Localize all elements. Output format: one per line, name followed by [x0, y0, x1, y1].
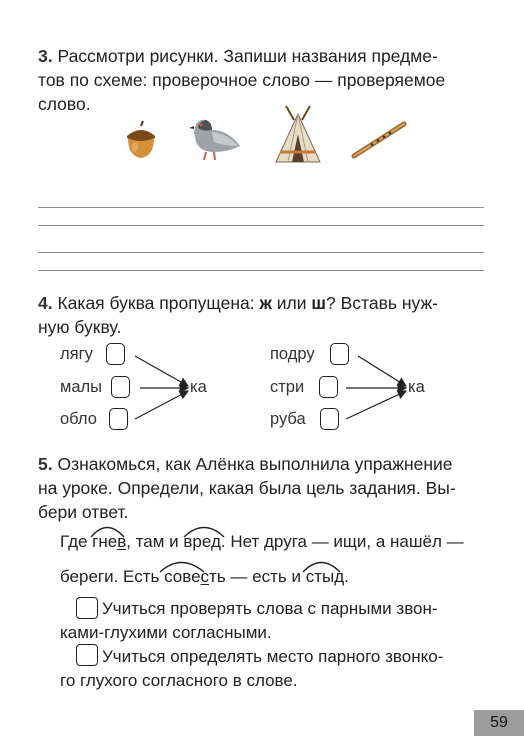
root-arc	[303, 563, 340, 573]
sentence-text: . Нет друга — ищи, а нашёл —	[220, 532, 464, 551]
task-5-number: 5.	[38, 454, 53, 474]
task-3-line-3: слово.	[38, 94, 91, 114]
word-root: гне	[92, 532, 118, 551]
task-4-number: 4.	[38, 293, 53, 313]
word-root: вре	[183, 532, 211, 551]
word-podru: подру	[270, 345, 315, 363]
underlined-letter: д	[334, 567, 345, 586]
option-1-line-1: Учиться проверять слова с парными звон-	[102, 599, 438, 618]
word-lyagu: лягу	[60, 345, 93, 363]
underlined-letter: д	[210, 532, 221, 551]
task-3-number: 3.	[38, 46, 53, 66]
word-oblo: обло	[60, 410, 97, 428]
page-number: 59	[474, 710, 524, 736]
task-3-line-1: Рассмотри рисунки. Запиши названия предме-	[57, 46, 438, 66]
letter-sh: ш	[311, 293, 327, 313]
sentence-text: .	[344, 567, 349, 586]
word-stri: стри	[270, 378, 305, 396]
root-arc	[184, 528, 224, 538]
option-2-line-2: го глухого согласного в слове.	[60, 671, 298, 690]
task-4-text-c: ? Вставь нуж-	[326, 293, 439, 313]
underlined-letter: с	[200, 567, 210, 586]
option-2	[60, 645, 500, 693]
task-3-line-2: тов по схеме: проверочное слово — проверяемое	[38, 70, 446, 90]
task-4-text-a: Какая буква пропущена:	[57, 293, 260, 313]
task-5-line-1: Ознакомься, как Алёнка выполнила упражнение	[57, 454, 453, 474]
root-arc	[91, 528, 124, 538]
sentence-text: береги. Есть	[60, 567, 165, 586]
task-5-line-2: на уроке. Определи, какая была цель задания. Вы-	[38, 478, 456, 498]
word-root: сты	[305, 567, 335, 586]
sentence-text: Где	[60, 532, 93, 551]
suffix-ka-left: ка	[190, 378, 207, 396]
option-2-line-1: Учиться определять место парного звонко-	[102, 647, 444, 666]
root-arc	[160, 563, 204, 573]
sentence-text: , там и	[126, 532, 184, 551]
option-1	[60, 597, 500, 645]
letter-zh: ж	[259, 293, 272, 313]
task-4-text-b: или	[271, 293, 312, 313]
word-root: сове	[164, 567, 201, 586]
word-ruba: руба	[270, 410, 306, 428]
sentence-text: — есть и	[225, 567, 306, 586]
word-ending: ть	[209, 567, 226, 586]
underlined-letter: в	[117, 532, 127, 551]
suffix-ka-right: ка	[408, 378, 425, 396]
task-4-line-2: ную букву.	[38, 317, 122, 337]
task-5-line-3: бери ответ.	[38, 502, 129, 522]
option-1-line-2: ками-глухими согласными.	[60, 623, 272, 642]
word-maly: малы	[60, 378, 103, 396]
